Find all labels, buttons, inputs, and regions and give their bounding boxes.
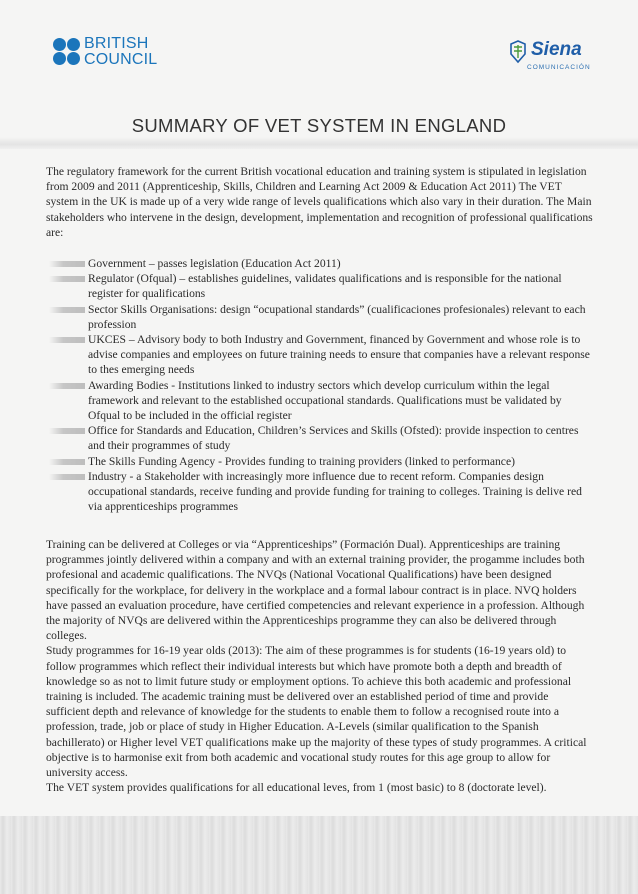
title-divider [0, 137, 638, 149]
bullet-marker-icon [49, 276, 85, 282]
list-item-text: The Skills Funding Agency - Provides funding to training providers (linked to performance) [88, 454, 515, 468]
list-item [46, 469, 594, 515]
bullet-marker-icon [49, 383, 85, 389]
page-bottom-shading [0, 816, 638, 894]
list-item-text: Awarding Bodies - Institutions linked to industry sectors which develop curriculum within the legal framework and relevant to the established occupational standards. Qualifications must be validated by Ofqual to be included in the official register [88, 378, 562, 423]
list-item-text: Government – passes legislation (Education Act 2011) [88, 257, 341, 270]
bullet-marker-icon [49, 261, 85, 267]
british-council-line-2: COUNCIL [84, 51, 158, 68]
siena-logo [509, 38, 597, 78]
list-item [46, 423, 594, 453]
body-section [46, 537, 594, 795]
list-item-text: Office for Standards and Education, Children’s Services and Skills (Ofsted): provide inspection to centres and their programmes of study [88, 424, 579, 453]
bullet-marker-icon [49, 337, 85, 343]
bullet-marker-icon [49, 307, 85, 313]
siena-emblem-icon [509, 40, 527, 64]
study-programmes-paragraph: Study programmes for 16-19 year olds (2013): The aim of these programmes is for students (16-19 years old) to follow programmes which reflect their individual interests but which have promote both a depth and breadth of knowledge so as not to limit future study or employment options. To achieve this both academic and professional training is included. The academic training must be delivered over an established period of time and provide sufficient depth and relevance of knowledge for the students to enable them to follow a recognised route into a profession, trade, job or place of study in Higher Education. A-Levels (similar qualification to the Spanish bachillerato) or Higher level VET qualifications make up the majority of these types of study programmes. A critical objective is to harmonise exit from both academic and vocational study routes for this age group to allow for university access. [46, 644, 587, 780]
page-title: SUMMARY OF VET SYSTEM IN ENGLAND [131, 115, 507, 136]
bullet-marker-icon [49, 474, 85, 480]
list-item [46, 378, 594, 424]
british-council-wordmark [84, 36, 157, 68]
stakeholder-list [46, 256, 594, 514]
british-council-line-1: BRITISH [84, 35, 149, 52]
apprenticeships-paragraph: Training can be delivered at Colleges or via “Apprenticeships” (Formación Dual). Apprenticeships are training programmes jointly delivered within a company and with an external training provider, the progamme includes both profesional and academic qualifications. The NVQs (National Vocational Qualifications) have been designed specifically for the workplace, for delivery in the workplace and a formal labour contract is in place. NVQ holders have passed an evaluation procedure, have certified competencies and relevant experience in a profession. Although the majority of NVQs are delivered within the Apprenticeships programme they can also be delivered through colleges. [46, 538, 585, 643]
list-item-text: UKCES – Advisory body to both Industry and Government, financed by Government and whose role is to advise companies and employees on future training needs to ensure that companies have a relevant response to thes emerging needs [88, 333, 590, 377]
british-council-dots-icon [52, 37, 82, 67]
list-item [46, 256, 594, 271]
qualification-levels-paragraph: The VET system provides qualifications for all educational leves, from 1 (most basic) to 8 (doctorate level). [46, 781, 547, 795]
list-item-text: Regulator (Ofqual) – establishes guidelines, validates qualifications and is responsible for the national register for qualifications [88, 272, 562, 301]
siena-subtitle: COMUNICACIÓN [527, 64, 591, 71]
list-item-text: Sector Skills Organisations: design “ocupational standards” (cualificaciones profesionales) relevant to each profession [88, 302, 586, 331]
list-item [46, 332, 594, 378]
siena-wordmark: Siena [531, 39, 582, 60]
list-item-text: Industry - a Stakeholder with increasingly more influence due to recent reform. Companies design occupational standards, receive funding and provide funding for training to colleges. Training is delive red via apprenticeships programmes [88, 469, 582, 514]
list-item [46, 271, 594, 301]
intro-paragraph: The regulatory framework for the current British vocational education and training system is stipulated in legislation from 2009 and 2011 (Apprenticeship, Skills, Children and Learning Act 2009 & Education Act 2011) The VET system in the UK is made up of a very wide range of levels qualifications which also vary in their duration. The Main stakeholders who intervene in the design, development, implementation and recognition of professional qualifications are: [46, 165, 593, 239]
bullet-marker-icon [49, 428, 85, 434]
british-council-logo [52, 36, 162, 70]
list-item [46, 302, 594, 332]
bullet-marker-icon [49, 459, 85, 465]
list-item [46, 454, 594, 469]
